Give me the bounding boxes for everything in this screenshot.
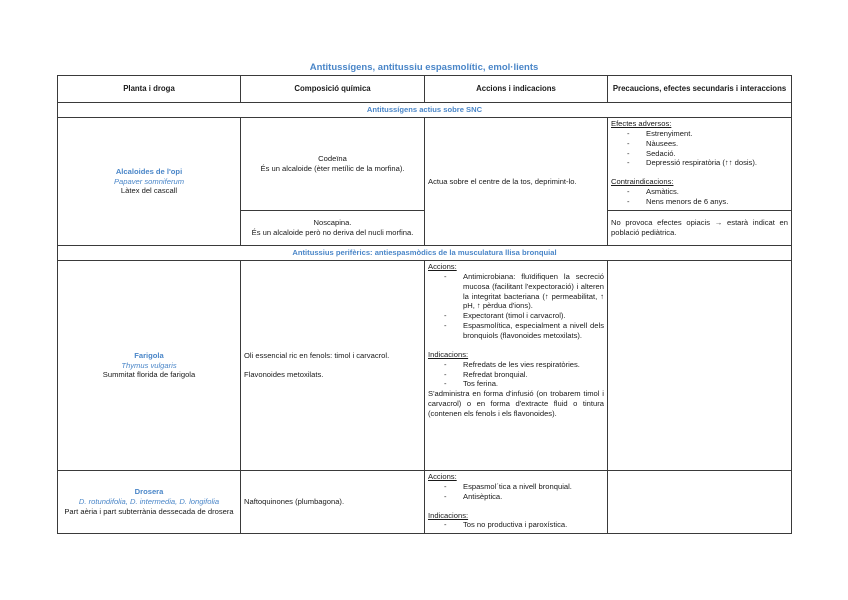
list-item: - Espasmol´tica a nivell bronquial. — [444, 482, 604, 492]
plant-cell-drosera — [58, 471, 241, 534]
section-label: Accions: — [428, 472, 457, 481]
composition-text: Flavonoides metoxilats. — [244, 370, 324, 379]
section-row-snc — [58, 103, 792, 118]
document-title: Antitussígens, antitussiu espasmolític, emol·lients — [309, 62, 539, 73]
actions-cell-farigola — [425, 261, 608, 471]
plant-latin: Thymus vulgaris — [121, 360, 177, 370]
plant-name: Alcaloides de l'opi — [115, 166, 183, 176]
section-label: Contraindicacions: — [611, 177, 674, 187]
section-label: Indicacions: — [428, 349, 469, 359]
plant-latin: D. rotundifolia, D. intermedia, D. longifolia — [78, 497, 220, 507]
list-indicacions — [428, 360, 604, 390]
list-contraindicacions — [611, 187, 788, 207]
composition-text: És un alcaloide (èter metílic de la morfina). — [260, 164, 405, 173]
actions-cell-drosera — [425, 471, 608, 534]
composition-cell-noscapina — [241, 211, 425, 246]
header-accions: Accions i indicacions — [425, 76, 608, 103]
list-item: - Antisèptica. — [444, 492, 604, 502]
plant-cell-farigola — [58, 261, 241, 471]
composition-cell-codeina — [241, 118, 425, 211]
composition-text: És un alcaloide però no deriva del nucli morfina. — [251, 228, 414, 237]
actions-cell-opi: Actua sobre el centre de la tos, deprimint-lo. — [425, 118, 608, 246]
precautions-cell-codeina — [608, 118, 792, 211]
section-label: Efectes adversos: — [611, 119, 672, 128]
list-item: - Estrenyiment. — [627, 129, 788, 139]
list-item: - Nens menors de 6 anys. — [627, 197, 788, 207]
section-title-periferics: Antitussius perifèrics: antiespasmòdics de la musculatura llisa bronquial — [58, 246, 792, 261]
table-row-opi-codeina — [58, 118, 792, 211]
composition-text: Noscapina. — [313, 218, 352, 228]
header-planta: Planta i droga — [58, 76, 241, 103]
herbal-table — [57, 75, 792, 534]
list-item: - Asmàtics. — [627, 187, 788, 197]
composition-text: Codeïna — [318, 154, 347, 164]
header-row — [58, 76, 792, 103]
list-indicacions — [428, 520, 604, 530]
precautions-cell-noscapina: No provoca efectes opiacis → estarà indicat en població pediàtrica. — [608, 211, 792, 246]
plant-part: Làtex del cascall — [120, 186, 178, 196]
header-composicio: Composició química — [241, 76, 425, 103]
section-row-periferics — [58, 246, 792, 261]
list-item: - Depressió respiratòria (↑↑ dosis). — [627, 158, 788, 168]
header-precaucions: Precaucions, efectes secundaris i interaccions — [608, 76, 792, 103]
section-label: Indicacions: — [428, 510, 469, 520]
list-item: - Nàusees. — [627, 139, 788, 149]
composition-text: Oli essencial ric en fenols: timol i carvacrol. — [244, 351, 390, 361]
list-item: - Espasmolítica, especialment a nivell dels bronquiols (flavonoides metoxilats). — [444, 321, 604, 341]
plant-cell-opi — [58, 118, 241, 246]
plant-part: Summitat florida de farigola — [102, 370, 196, 380]
plant-latin: Papaver somniferum — [113, 176, 185, 186]
table-row-farigola — [58, 261, 792, 471]
list-accions — [428, 272, 604, 341]
plant-name: Drosera — [134, 487, 164, 497]
table-row-drosera — [58, 471, 792, 534]
list-item: - Refredats de les vies respiratòries. — [444, 360, 604, 370]
list-efectes — [611, 129, 788, 168]
section-label: Accions: — [428, 262, 457, 271]
list-item: - Refredat bronquial. — [444, 370, 604, 380]
precautions-cell-farigola — [608, 261, 792, 471]
list-item: - Antimicrobiana: fluïdifiquen la secreció mucosa (facilitant l'expectoració) i alteren la integritat bacteriana (↑ permeabilitat, ↑ pH, ↑ pèrdua d'ions). — [444, 272, 604, 311]
section-title-snc: Antitussígens actius sobre SNC — [58, 103, 792, 118]
plant-part: Part aèria i part subterrània dessecada de drosera — [64, 506, 234, 516]
list-item: - Expectorant (timol i carvacrol). — [444, 311, 604, 321]
list-item: - Tos ferina. — [444, 379, 604, 389]
composition-cell-farigola — [241, 261, 425, 471]
list-item: - Sedació. — [627, 149, 788, 159]
precautions-cell-drosera — [608, 471, 792, 534]
list-accions — [428, 482, 604, 502]
composition-cell-drosera: Naftoquinones (plumbagona). — [241, 471, 425, 534]
list-item: - Tos no productiva i paroxística. — [444, 520, 604, 530]
administration-text: S'administra en forma d'infusió (on trobarem timol i carvacrol) o en forma d'extracte fluid o tintura (contenen els fenols i els flavonoides). — [428, 389, 604, 419]
plant-name: Farigola — [134, 350, 164, 360]
